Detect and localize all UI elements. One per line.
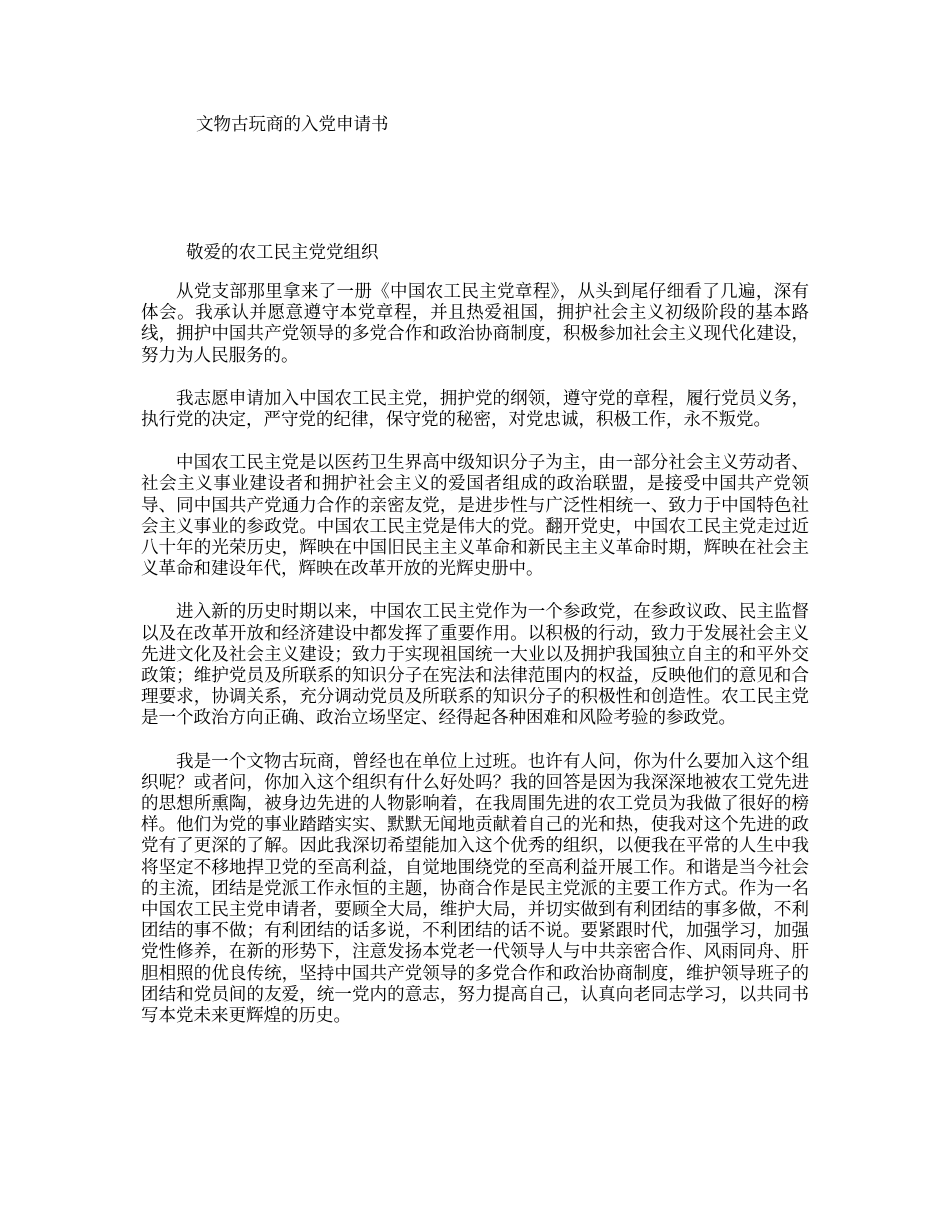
paragraph-3: 中国农工民主党是以医药卫生界高中级知识分子为主，由一部分社会主义劳动者、社会主义事业建设者和拥护社会主义的爱国者组成的政治联盟，是接受中国共产党领导、同中国共产党通力合作的亲密友党，是进步性与广泛性相统一、致力于中国特色社会主义事业的参政党。中国农工民主党是伟大的党。翻开党史，中国农工民主党走过近八十年的光荣历史，辉映在中国旧民主主义革命和新民主主义革命时期，辉映在社会主义革命和建设年代，辉映在改革开放的光辉史册中。 xyxy=(141,453,809,580)
document-title: 文物古玩商的入党申请书 xyxy=(196,115,389,135)
paragraph-4: 进入新的历史时期以来，中国农工民主党作为一个参政党，在参政议政、民主监督以及在改革开放和经济建设中都发挥了重要作用。以积极的行动，致力于发展社会主义先进文化及社会主义建设；致力于实现祖国统一大业以及拥护我国独立自主的和平外交政策；维护党员及所联系的知识分子在宪法和法律范围内的权益，反映他们的意见和合理要求，协调关系，充分调动党员及所联系的知识分子的积极性和创造性。农工民主党是一个政治方向正确、政治立场坚定、经得起各种困难和风险考验的参政党。 xyxy=(141,602,809,729)
salutation: 敬爱的农工民主党党组织 xyxy=(186,243,379,263)
paragraph-5: 我是一个文物古玩商，曾经也在单位上过班。也许有人问，你为什么要加入这个组织呢？或者问，你加入这个组织有什么好处吗？我的回答是因为我深深地被农工党先进的思想所熏陶，被身边先进的人物影响着，在我周围先进的农工党员为我做了很好的榜样。他们为党的事业踏踏实实、默默无闻地贡献着自己的光和热，使我对这个先进的政党有了更深的了解。因此我深切希望能加入这个优秀的组织，以便我在平常的人生中我将坚定不移地捍卫党的至高利益，自觉地围绕党的至高利益开展工作。和谐是当今社会的主流，团结是党派工作永恒的主题，协商合作是民主党派的主要工作方式。作为一名中国农工民主党申请者，要顾全大局，维护大局，并切实做到有利团结的事多做，不利团结的事不做；有利团结的话多说，不利团结的话不说。要紧跟时代，加强学习，加强党性修养，在新的形势下，注意发扬本党老一代领导人与中共亲密合作、风雨同舟、肝胆相照的优良传统，坚持中国共产党领导的多党合作和政治协商制度，维护领导班子的团结和党员间的友爱，统一党内的意志，努力提高自己，认真向老同志学习，以共同书写本党未来更辉煌的历史。 xyxy=(141,751,809,1027)
document-body xyxy=(141,282,809,1049)
paragraph-1: 从党支部那里拿来了一册《中国农工民主党章程》，从头到尾仔细看了几遍，深有体会。我承认并愿意遵守本党章程，并且热爱祖国，拥护社会主义初级阶段的基本路线，拥护中国共产党领导的多党合作和政治协商制度，积极参加社会主义现代化建设，努力为人民服务的。 xyxy=(141,282,809,366)
paragraph-2: 我志愿申请加入中国农工民主党，拥护党的纲领，遵守党的章程，履行党员义务，执行党的决定，严守党的纪律，保守党的秘密，对党忠诚，积极工作，永不叛党。 xyxy=(141,388,809,431)
